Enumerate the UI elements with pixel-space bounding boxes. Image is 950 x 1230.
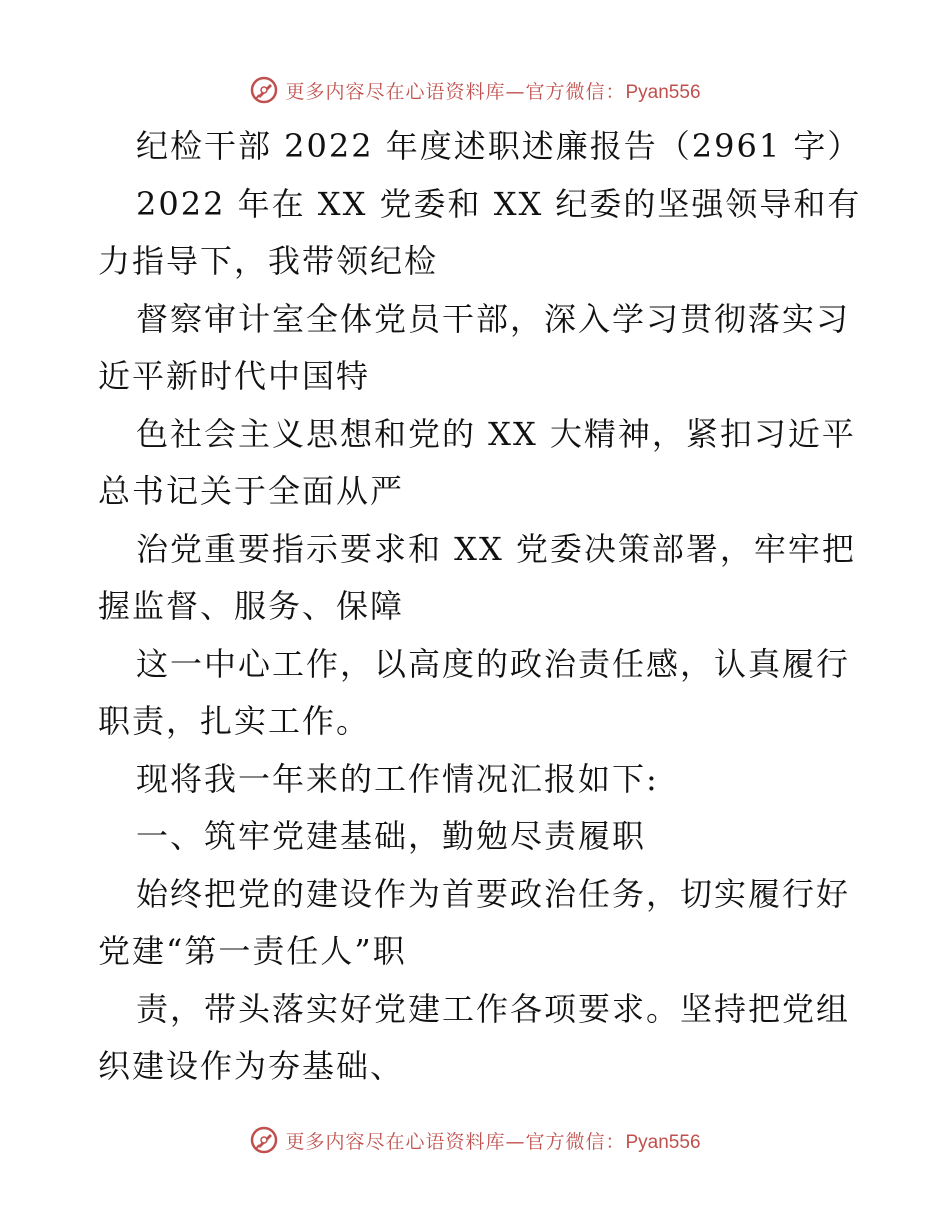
- text-line: 色社会主义思想和党的 XX 大精神，紧扣习近平: [136, 414, 856, 453]
- watermark-header: [0, 70, 950, 110]
- quill-stamp-icon: [249, 75, 279, 105]
- text-line: 治党重要指示要求和 XX 党委决策部署，牢牢把: [136, 529, 856, 568]
- text-line: 握监督、服务、保障: [98, 587, 405, 625]
- text-line: 这一中心工作，以高度的政治责任感，认真履行: [136, 644, 851, 683]
- text-line: 力指导下，我带领纪检: [98, 242, 439, 280]
- text-line: 2022 年在 XX 党委和 XX 纪委的坚强领导和有: [136, 184, 862, 223]
- text-line: 职责，扎实工作。: [98, 702, 371, 740]
- text-line: 始终把党的建设作为首要政治任务，切实履行好: [136, 874, 851, 913]
- text-line: 总书记关于全面从严: [98, 472, 405, 510]
- watermark-footer: [0, 1120, 950, 1160]
- text-line: 近平新时代中国特: [98, 357, 371, 395]
- text-line: 督察审计室全体党员干部，深入学习贯彻落实习: [136, 299, 851, 338]
- text-line: 织建设作为夯基础、: [98, 1047, 405, 1085]
- text-line: 党建“第一责任人”职: [98, 932, 407, 970]
- section-heading: 一、筑牢党建基础，勤勉尽责履职: [136, 817, 647, 855]
- quill-stamp-icon: [249, 1125, 279, 1155]
- text-line: 现将我一年来的工作情况汇报如下:: [136, 759, 659, 798]
- watermark-text: 更多内容尽在心语资料库—官方微信：Pyan556: [285, 1130, 701, 1153]
- document-title: 纪检干部 2022 年度述职述廉报告（2961 字）: [136, 127, 862, 165]
- watermark-text: 更多内容尽在心语资料库—官方微信：Pyan556: [285, 80, 701, 103]
- text-line: 责，带头落实好党建工作各项要求。坚持把党组: [136, 989, 851, 1028]
- document-body: [98, 118, 862, 1096]
